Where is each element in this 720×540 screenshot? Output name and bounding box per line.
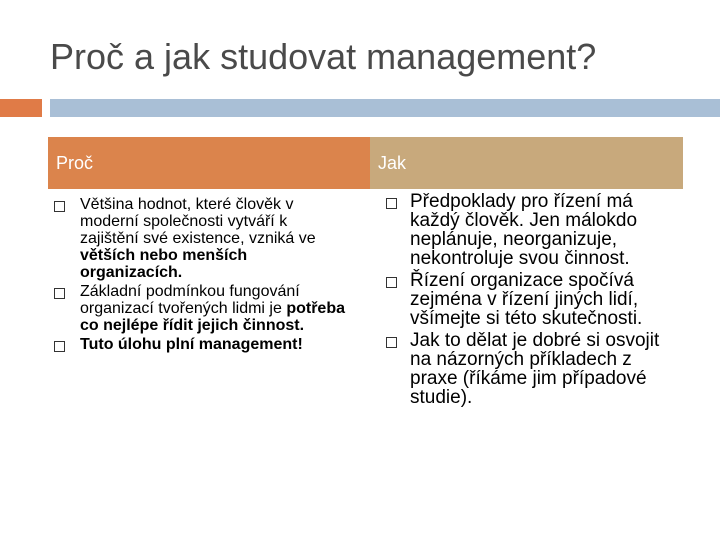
checkbox-bullet-icon xyxy=(54,341,65,352)
list-item xyxy=(50,283,350,334)
bullet-text-bold: potřeba co nejlépe řídit jejich činnost. xyxy=(80,300,345,334)
bullet-text: Většina hodnot, které člověk v moderní společnosti vytváří k zajištění své existence, vzniká ve xyxy=(80,196,316,247)
title-accent-bar-blue xyxy=(50,99,720,117)
slide-title: Proč a jak studovat management? xyxy=(50,36,597,77)
how-bullet-list xyxy=(383,192,683,410)
checkbox-bullet-icon xyxy=(54,288,65,299)
column-heading-how: Jak xyxy=(370,137,683,189)
bullet-text: Řízení organizace spočívá zejména v řízení jiných lidí, všímejte si této skutečnosti. xyxy=(410,270,643,329)
checkbox-bullet-icon xyxy=(54,201,65,212)
title-accent-bar-orange xyxy=(0,99,42,117)
checkbox-bullet-icon xyxy=(386,277,397,288)
bullet-text: Jak to dělat je dobré si osvojit na názorných příkladech z praxe (říkáme jim případové studie). xyxy=(410,330,660,408)
list-item xyxy=(50,196,350,281)
bullet-text: Základní podmínkou fungování organizací tvořených lidmi je xyxy=(80,283,300,317)
bullet-text-bold: Tuto úlohu plní management! xyxy=(80,336,303,353)
list-item xyxy=(50,336,350,353)
bullet-text-bold: větších nebo menších organizacích. xyxy=(80,247,248,281)
list-item xyxy=(383,331,683,407)
bullet-text: Předpoklady pro řízení má každý člověk. Jen málokdo neplánuje, neorganizuje, nekontroluje svou činnost. xyxy=(410,191,638,269)
checkbox-bullet-icon xyxy=(386,337,397,348)
column-heading-why: Proč xyxy=(48,137,370,189)
list-item xyxy=(383,271,683,328)
why-bullet-list xyxy=(50,196,350,355)
checkbox-bullet-icon xyxy=(386,198,397,209)
list-item xyxy=(383,192,683,268)
